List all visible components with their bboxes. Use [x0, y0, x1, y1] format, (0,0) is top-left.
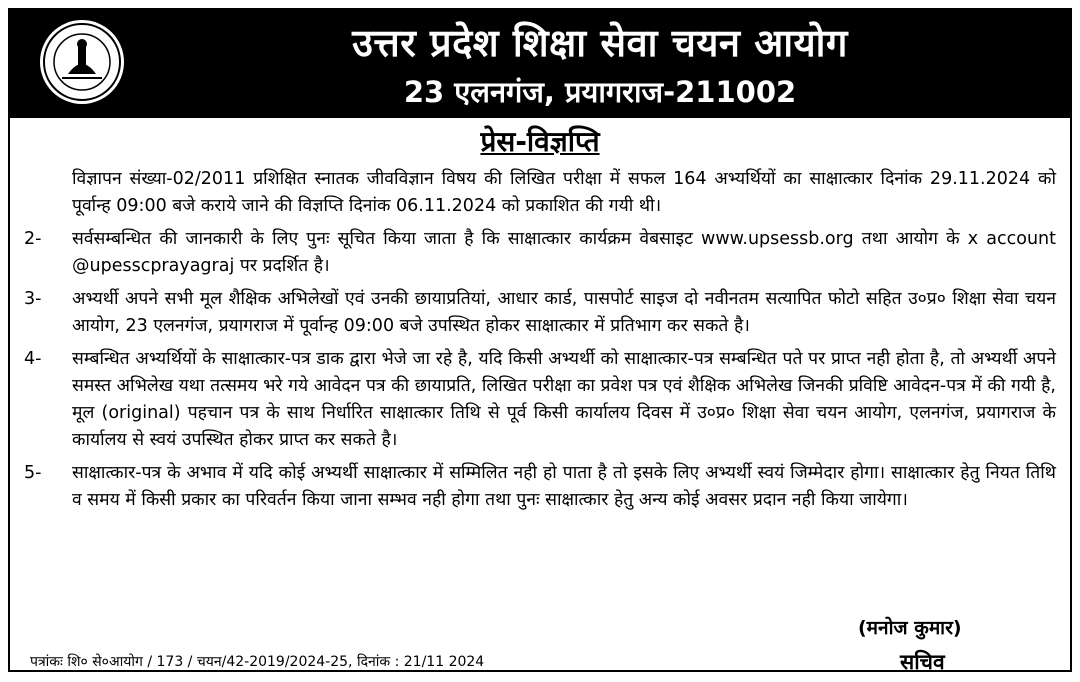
commission-emblem-icon [38, 18, 126, 106]
paragraph-4 [24, 346, 1056, 454]
paragraph-text: सम्बन्धित अभ्यर्थियों के साक्षात्कार-पत्र डाक द्वारा भेजे जा रहे है, यदि किसी अभ्यर्थी को साक्षात्कार-पत्र सम्बन्धित पते पर प्राप्त नही होता है, तो अभ्यर्थी अपने समस्त अभिलेख यथा तत्समय भरे गये आवेदन पत्र की छायाप्रति, लिखित परीक्षा का प्रवेश पत्र एवं शैक्षिक अभिलेख जिनकी प्रविष्टि आवेदन-पत्र में की गयी है, मूल (original) पहचान पत्र के साथ निर्धारित साक्षात्कार तिथि से पूर्व किसी कार्यालय दिवस में उ०प्र० शिक्षा सेवा चयन आयोग, एलनगंज, प्रयागराज के कार्यालय से स्वयं उपस्थित होकर प्राप्त कर सकते है। [72, 349, 1056, 450]
paragraph-1 [24, 166, 1056, 220]
paragraph-text: सर्वसम्बन्धित की जानकारी के लिए पुनः सूचित किया जाता है कि साक्षात्कार कार्यक्रम वेबसाइट www.upsessb.org तथा आयोग के x account @upesscprayagraj पर प्रदर्शित है। [72, 229, 1056, 276]
paragraph-text: विज्ञापन संख्या-02/2011 प्रशिक्षित स्नातक जीवविज्ञान विषय की लिखित परीक्षा में सफल 164 अभ्यर्थियों का साक्षात्कार दिनांक 29.11.2024 को पूर्वान्ह 09:00 बजे कराये जाने की विज्ञप्ति दिनांक 06.11.2024 को प्रकाशित की गयी थी। [72, 169, 1056, 216]
paragraph-number: 5- [24, 463, 42, 483]
paragraph-5 [24, 460, 1056, 514]
paragraph-number: 2- [24, 229, 42, 249]
paragraph-text: साक्षात्कार-पत्र के अभाव में यदि कोई अभ्यर्थी साक्षात्कार में सम्मिलित नही हो पाता है तो इसके लिए अभ्यर्थी स्वयं जिम्मेदार होगा। साक्षात्कार हेतु नियत तिथि व समय में किसी प्रकार का परिवर्तन किया जाना सम्भव नही होगा तथा पुनः साक्षात्कार हेतु अन्य कोई अवसर प्रदान नही किया जायेगा। [72, 463, 1056, 510]
letter-reference: पत्रांकः शि० से०आयोग / 173 / चयन/42-2019/2024-25, दिनांक : 21/11 2024 [30, 654, 485, 670]
document-title: प्रेस-विज्ञप्ति [480, 125, 600, 158]
signatory-designation: सचिव [900, 650, 945, 674]
signatory-name: (मनोज कुमार) [858, 617, 962, 639]
press-release-document [8, 8, 1072, 672]
document-body [24, 166, 1056, 520]
paragraph-number: 3- [24, 289, 42, 309]
organization-address: 23 एलनगंज, प्रयागराज-211002 [403, 75, 797, 109]
header-banner [10, 10, 1070, 118]
paragraph-number: 4- [24, 349, 42, 369]
paragraph-3 [24, 286, 1056, 340]
organization-name: उत्तर प्रदेश शिक्षा सेवा चयन आयोग [352, 21, 848, 65]
paragraph-2 [24, 226, 1056, 280]
paragraph-text: अभ्यर्थी अपने सभी मूल शैक्षिक अभिलेखों एवं उनकी छायाप्रतियां, आधार कार्ड, पासपोर्ट साइज दो नवीनतम सत्यापित फोटो सहित उ०प्र० शिक्षा सेवा चयन आयोग, 23 एलनगंज, प्रयागराज में पूर्वान्ह 09:00 बजे उपस्थित होकर साक्षात्कार में प्रतिभाग कर सकते है। [72, 289, 1056, 336]
